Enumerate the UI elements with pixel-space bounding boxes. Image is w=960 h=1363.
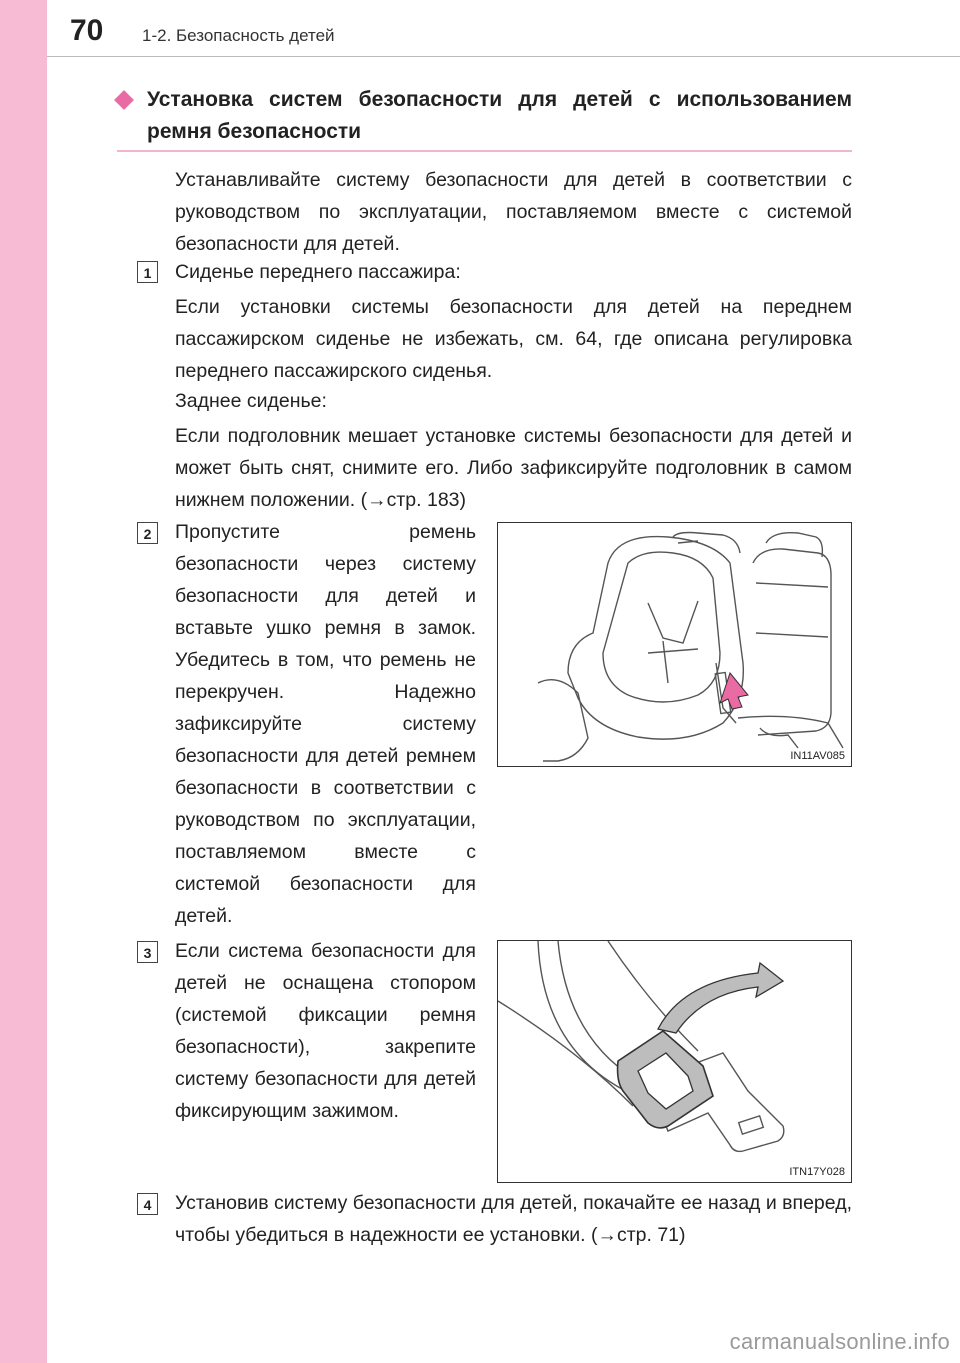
locking-clip-icon [618,1031,713,1128]
pink-arrow-icon [720,673,748,709]
diamond-bullet-icon [114,90,134,110]
step-number-2: 2 [137,522,158,544]
step4-text: Установив систему безопасности для детей, покачайте ее назад и вперед, чтобы убедиться в надежности ее установки. (→стр. 71) [175,1192,852,1246]
step2-text: Пропустите ремень безопасности через систему безопасности для детей и вставьте ушко ремня в замок. Убедитесь в том, что ремень не перекручен. Надежно зафиксируйте систему безопасности для детей ремнем безопасности в соответствии с руководством по эксплуатации, поставляемом вместе с системой безопасности для детей. [175,521,476,927]
curved-arrow-icon [658,963,783,1033]
figure-code: IN11AV085 [790,750,845,762]
watermark: carmanualsonline.info [729,1329,950,1354]
step1-front-label: Сиденье переднего пассажира: [175,261,461,283]
locking-clip-illustration [498,941,851,1182]
child-seat-illustration [498,523,851,766]
section-divider [117,150,852,152]
section-title: Установка систем безопасности для детей с использованием ремня безопасности [147,88,852,143]
step3-text: Если система безопасности для детей не оснащена стопором (системой фиксации ремня безопасности), закрепите систему безопасности для детей фиксирующим зажимом. [175,940,476,1122]
page-number: 70 [70,14,104,47]
step-number-3: 3 [137,941,158,963]
step1-front-text: Если установки системы безопасности для детей на переднем пассажирском сиденье не избежать, см. 64, где описана регулировка переднего пассажирского сиденья. [175,296,852,382]
side-tab [0,0,47,1363]
running-head: 1-2. Безопасность детей [142,26,335,45]
step-number-4: 4 [137,1193,158,1215]
step1-rear-label: Заднее сиденье: [175,390,327,412]
locking-clip-figure [497,940,852,1183]
child-seat-figure [497,522,852,767]
step1-rear-text: Если подголовник мешает установке системы безопасности для детей и может быть снят, снимите его. Либо зафиксируйте подголовник в самом нижнем положении. (→стр. 183) [175,425,852,511]
figure-code: ITN17Y028 [789,1166,845,1178]
intro-text: Устанавливайте систему безопасности для детей в соответствии с руководством по эксплуатации, поставляемом вместе с системой безопасности для детей. [175,169,852,255]
step-number-1: 1 [137,261,158,283]
header-divider [47,56,960,57]
